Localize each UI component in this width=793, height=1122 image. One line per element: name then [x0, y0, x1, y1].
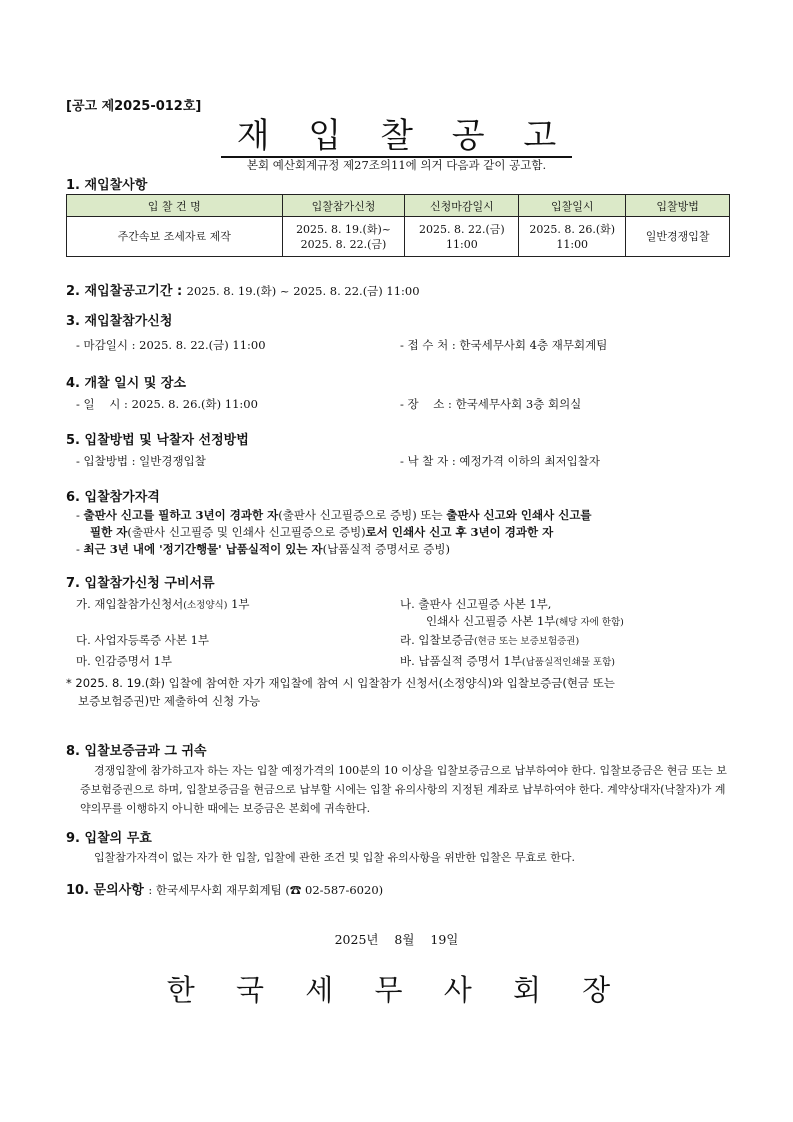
section-9-text: 입찰참가자격이 없는 자가 한 입찰, 입찰에 관한 조건 및 입찰 유의사항을 위반한 입찰은 무효로 한다. [94, 851, 575, 864]
notice-number: [공고 제2025-012호] [66, 99, 202, 114]
qualification-2-a: 최근 3년 내에 '정기간행물' 납품실적이 있는 자 [83, 542, 323, 556]
section-2-value: 2025. 8. 19.(화) ~ 2025. 8. 22.(금) 11:00 [186, 284, 420, 298]
qualification-1-f: 로서 인쇄사 신고 후 3년이 경과한 자 [365, 525, 554, 539]
qualification-1-a: 출판사 신고를 필하고 3년이 경과한 자 [83, 508, 279, 522]
qualification-1-c: 출판사 신고와 인쇄사 신고를 [446, 508, 592, 522]
doc-ga-a: 가. 재입찰참가신청서 [76, 597, 184, 611]
doc-na-2-b: (해당 자에 한함) [555, 617, 624, 628]
section-5-heading: 5. 입찰방법 및 낙찰자 선정방법 [66, 433, 249, 448]
table-row [67, 217, 730, 257]
apply-start: 2025. 8. 19.(화)~ [296, 222, 391, 236]
qualification-1-d: 필한 자 [90, 525, 128, 539]
reception-line: - 접 수 처 : 한국세무사회 4층 재무회계팀 [400, 338, 608, 352]
doc-na-1: 나. 출판사 신고필증 사본 1부, [400, 597, 552, 611]
doc-na-2 [426, 613, 624, 629]
doc-ra [400, 632, 579, 648]
doc-ga-b: (소정양식) [183, 600, 228, 611]
apply-period-cell [282, 217, 405, 257]
qualification-2: - 최근 3년 내에 '정기간행물' 납품실적이 있는 자(납품실적 증명서로 증빙) [76, 542, 450, 556]
section-2-heading: 2. 재입찰공고기간 : [66, 284, 183, 299]
doc-ra-a: 라. 입찰보증금 [400, 633, 474, 647]
table-header: 신청마감일시 [405, 195, 519, 217]
resubmission-note-2: 보증보험증권)만 제출하여 신청 가능 [78, 694, 261, 708]
section-3-heading: 3. 재입찰참가신청 [66, 314, 173, 329]
table-header: 입 찰 건 명 [67, 195, 283, 217]
section-8-heading: 8. 입찰보증금과 그 귀속 [66, 744, 207, 759]
doc-ga-c: 1부 [227, 597, 250, 611]
section-4-heading: 4. 개찰 일시 및 장소 [66, 376, 186, 391]
doc-da: 다. 사업자등록증 사본 1부 [76, 633, 210, 647]
opening-date-line: - 일 시 : 2025. 8. 26.(화) 11:00 [76, 397, 258, 411]
section-10 [66, 879, 383, 898]
qualification-2-b: (납품실적 증명서로 증빙) [322, 542, 450, 556]
qualification-1-e: (출판사 신고필증 및 인쇄사 신고필증으로 증빙) [127, 525, 366, 539]
bid-date: 2025. 8. 26.(화) [529, 222, 616, 236]
issuer-signature: 한 국 세 무 사 회 장 [166, 973, 627, 1007]
section-1-heading: 1. 재입찰사항 [66, 178, 148, 193]
intro-text: 본회 예산회계규정 제27조의11에 의거 다음과 같이 공고함. [246, 158, 547, 172]
bid-method-cell: 일반경쟁입찰 [626, 217, 730, 257]
doc-ba-b: (납품실적인쇄물 포함) [521, 657, 615, 668]
doc-na-2-a: 인쇄사 신고필증 사본 1부 [426, 614, 556, 628]
doc-ba-a: 바. 납품실적 증명서 1부 [400, 654, 522, 668]
qualification-1-line-2 [76, 524, 736, 541]
apply-end: 2025. 8. 22.(금) [300, 237, 387, 251]
title-text: 재 입 찰 공 고 [221, 116, 572, 158]
resubmission-note-1: * 2025. 8. 19.(화) 입찰에 참여한 자가 재입찰에 참여 시 입찰참가 신청서(소정양식)와 입찰보증금(현금 또는 [66, 676, 615, 690]
section-10-heading: 10. 문의사항 [66, 883, 144, 898]
section-9-heading: 9. 입찰의 무효 [66, 831, 152, 846]
section-2 [66, 280, 420, 299]
deadline-date: 2025. 8. 22.(금) [419, 222, 505, 236]
page-title [0, 108, 793, 157]
resubmission-note [66, 674, 736, 710]
table-header: 입찰참가신청 [282, 195, 405, 217]
qualification-1-b: (출판사 신고필증으로 증빙) 또는 [278, 508, 447, 522]
table-header: 입찰일시 [519, 195, 626, 217]
doc-ga [76, 596, 250, 612]
doc-ma: 마. 인감증명서 1부 [76, 654, 173, 668]
table-header: 입찰방법 [626, 195, 730, 217]
deadline-line: - 마감일시 : 2025. 8. 22.(금) 11:00 [76, 338, 266, 352]
bid-date-cell [519, 217, 626, 257]
section-8-text: 경쟁입찰에 참가하고자 하는 자는 입찰 예정가격의 100분의 10 이상을 입찰보증금으로 납부하여야 한다. 입찰보증금은 현금 또는 보증보험증권으로 하며, 입찰보증금을 현금으로 납부할 시에는 입찰 유의사항의 지정된 계좌로 납부하여야 한다. 계약상대자(낙찰자)가 계약의무를 이행하지 아니한 때에는 보증금은 본회에 귀속한다. [80, 764, 727, 815]
qualification-1 [76, 507, 736, 558]
opening-place-line: - 장 소 : 한국세무사회 3층 회의실 [400, 397, 582, 411]
section-7-heading: 7. 입찰참가신청 구비서류 [66, 576, 215, 591]
bid-name-cell: 주간속보 조세자료 제작 [67, 217, 283, 257]
deadline-cell [405, 217, 519, 257]
bid-time: 11:00 [556, 237, 589, 251]
bid-table [66, 194, 730, 257]
table-header-row [67, 195, 730, 217]
bid-method-line: - 입찰방법 : 일반경쟁입찰 [76, 454, 206, 468]
deadline-time: 11:00 [446, 237, 478, 251]
doc-ra-b: (현금 또는 보증보험증권) [473, 636, 580, 647]
winner-line: - 낙 찰 자 : 예정가격 이하의 최저입찰자 [400, 454, 600, 468]
section-6-heading: 6. 입찰참가자격 [66, 490, 160, 505]
doc-ba [400, 653, 615, 669]
notice-date: 2025년 8월 19일 [334, 932, 459, 947]
section-10-value: : 한국세무사회 재무회계팀 (☎ 02-587-6020) [148, 883, 384, 897]
qualification-1-line-1: - 출판사 신고를 필하고 3년이 경과한 자(출판사 신고필증으로 증빙) 또는 출판사 신고와 인쇄사 신고를 [76, 508, 592, 522]
